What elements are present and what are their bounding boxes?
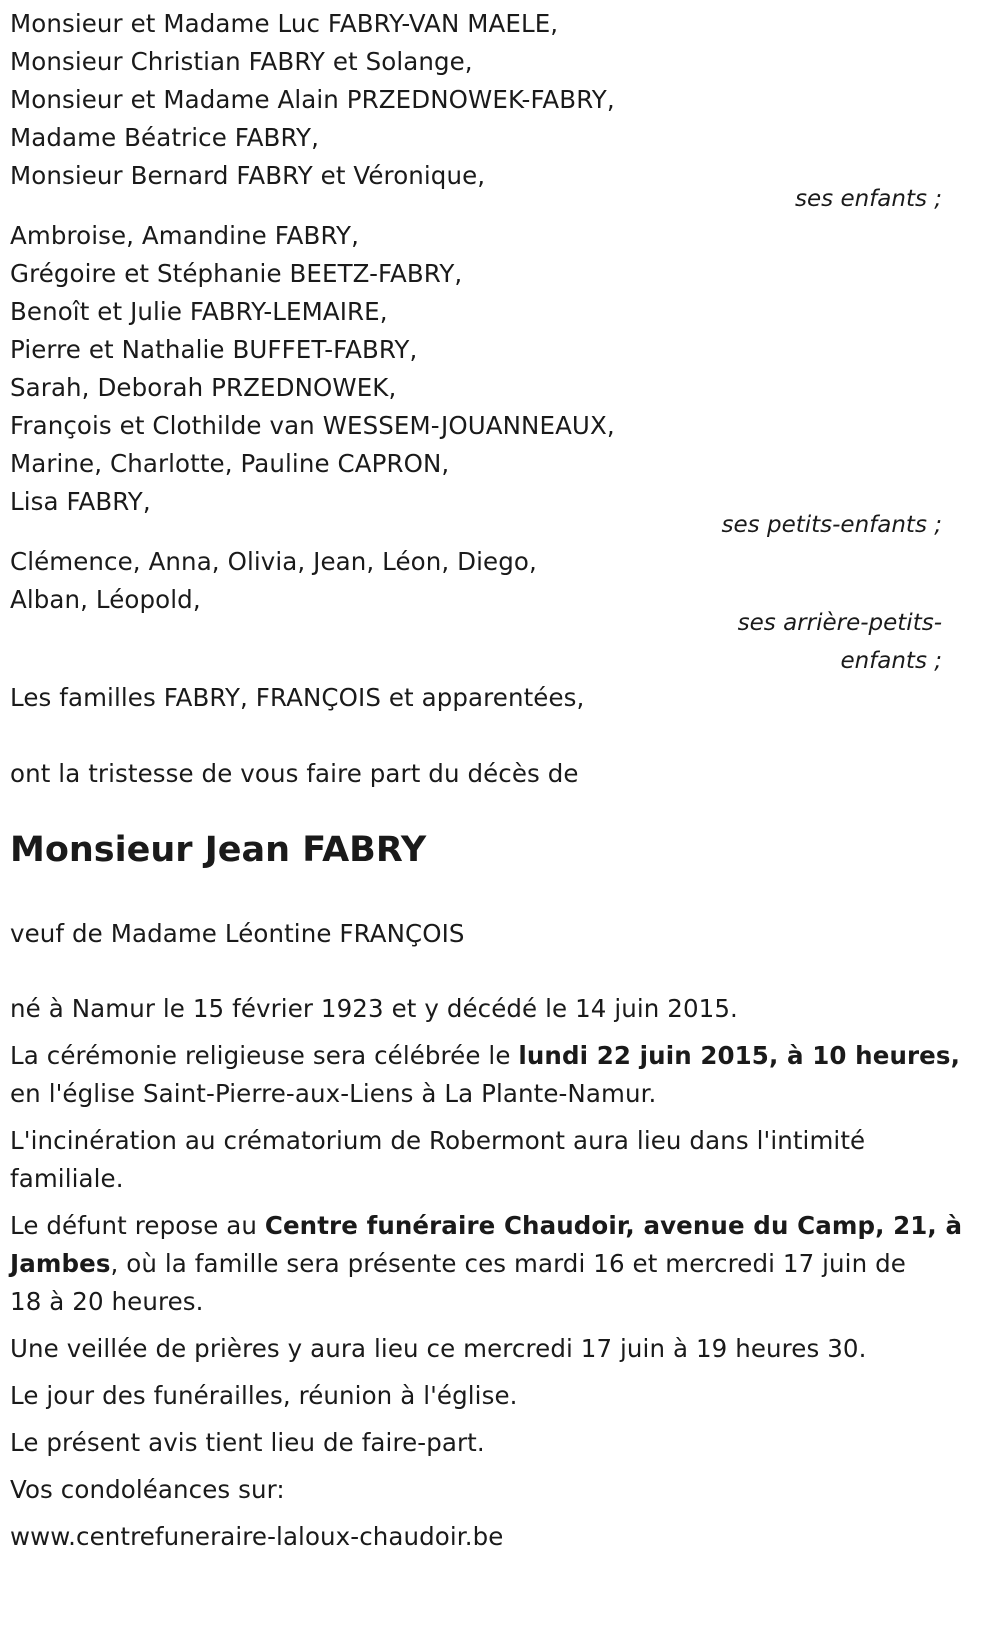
repose-line: [10, 1245, 906, 1283]
children-line: Monsieur et Madame Luc FABRY-VAN MAELE,: [10, 9, 559, 38]
great-grandchildren-relation-line2: enfants ;: [840, 648, 942, 674]
grandchildren-line: Sarah, Deborah PRZEDNOWEK,: [10, 373, 397, 402]
repose-place: Centre funéraire Chaudoir, avenue du Camp, 21, à: [264, 1211, 963, 1240]
website-link[interactable]: www.centrefuneraire-laloux-chaudoir.be: [10, 1522, 504, 1551]
cremation-line: familiale.: [10, 1164, 124, 1193]
announcement-line: ont la tristesse de vous faire part du décès de: [10, 759, 579, 788]
children-line: Monsieur Bernard FABRY et Véronique,: [10, 161, 486, 190]
great-grandchildren-line: Clémence, Anna, Olivia, Jean, Léon, Diego,: [10, 547, 537, 576]
vigil-line: Une veillée de prières y aura lieu ce mercredi 17 juin à 19 heures 30.: [10, 1334, 867, 1363]
repose-text-after: , où la famille sera présente ces mardi 16 et mercredi 17 juin de: [110, 1249, 906, 1278]
grandchildren-line: Lisa FABRY,: [10, 487, 151, 516]
grandchildren-relation: ses petits-enfants ;: [721, 512, 942, 538]
grandchildren-line: Ambroise, Amandine FABRY,: [10, 221, 359, 250]
repose-place-city: Jambes: [10, 1249, 111, 1278]
reunion-line: Le jour des funérailles, réunion à l'église.: [10, 1381, 518, 1410]
deceased-name: Monsieur Jean FABRY: [10, 830, 427, 870]
repose-text: Le défunt repose au: [10, 1211, 265, 1240]
children-line: Monsieur Christian FABRY et Solange,: [10, 47, 473, 76]
grandchildren-line: François et Clothilde van WESSEM-JOUANNEAUX,: [10, 411, 615, 440]
grandchildren-line: Grégoire et Stéphanie BEETZ-FABRY,: [10, 259, 463, 288]
repose-hours-line: 18 à 20 heures.: [10, 1287, 204, 1316]
grandchildren-line: Benoît et Julie FABRY-LEMAIRE,: [10, 297, 388, 326]
grandchildren-line: Pierre et Nathalie BUFFET-FABRY,: [10, 335, 418, 364]
ceremony-location-line: en l'église Saint-Pierre-aux-Liens à La Plante-Namur.: [10, 1079, 657, 1108]
ceremony-date: lundi 22 juin 2015, à 10 heures,: [518, 1041, 960, 1070]
children-line: Madame Béatrice FABRY,: [10, 123, 319, 152]
great-grandchildren-relation-line1: ses arrière-petits-: [737, 610, 942, 636]
children-line: Monsieur et Madame Alain PRZEDNOWEK-FABRY,: [10, 85, 615, 114]
birth-death-line: né à Namur le 15 février 1923 et y décédé le 14 juin 2015.: [10, 994, 738, 1023]
ceremony-text: La cérémonie religieuse sera célébrée le: [10, 1041, 519, 1070]
children-relation: ses enfants ;: [795, 186, 942, 212]
condolences-label: Vos condoléances sur:: [10, 1475, 285, 1504]
widower-line: veuf de Madame Léontine FRANÇOIS: [10, 919, 465, 948]
great-grandchildren-line: Alban, Léopold,: [10, 585, 201, 614]
cremation-line: L'incinération au crématorium de Robermont aura lieu dans l'intimité: [10, 1126, 866, 1155]
repose-line: [10, 1207, 962, 1245]
grandchildren-line: Marine, Charlotte, Pauline CAPRON,: [10, 449, 450, 478]
families-line: Les familles FABRY, FRANÇOIS et apparentées,: [10, 683, 585, 712]
ceremony-line: [10, 1037, 960, 1075]
notice-line: Le présent avis tient lieu de faire-part.: [10, 1428, 485, 1457]
